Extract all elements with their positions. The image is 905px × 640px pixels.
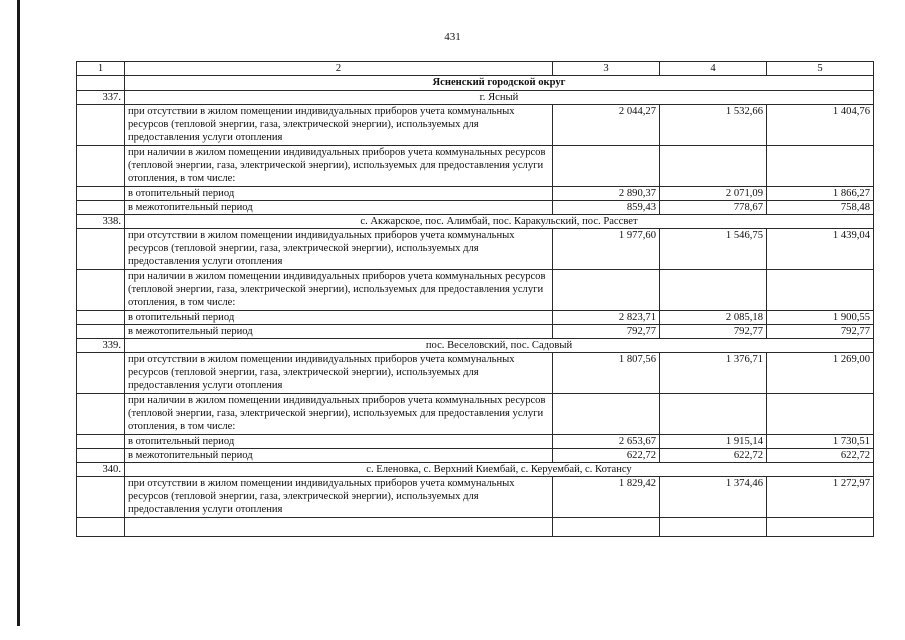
- tariff-value: 1 376,71: [660, 353, 767, 394]
- empty-cell: [553, 518, 660, 537]
- header-col-3: 3: [553, 62, 660, 76]
- tariff-value: 1 546,75: [660, 229, 767, 270]
- row-without-meters: [77, 229, 874, 270]
- row-with-meters: [77, 146, 874, 187]
- row-label: в межотопительный период: [125, 325, 553, 339]
- row-label: при отсутствии в жилом помещении индивидуальных приборов учета коммунальных ресурсов (тепловой энергии, газа, электрической энергии), используемых для предоставления услуги отопления: [125, 229, 553, 270]
- region-row: [77, 76, 874, 91]
- section-number: 340.: [77, 463, 125, 477]
- empty-cell: [660, 146, 767, 187]
- row-label: в отопительный период: [125, 311, 553, 325]
- tariff-value: 1 900,55: [767, 311, 874, 325]
- header-col-5: 5: [767, 62, 874, 76]
- empty-cell: [77, 353, 125, 394]
- tariff-value: 622,72: [553, 449, 660, 463]
- row-label: в межотопительный период: [125, 449, 553, 463]
- empty-cell: [553, 270, 660, 311]
- empty-cell: [767, 394, 874, 435]
- tariff-value: 1 866,27: [767, 187, 874, 201]
- tariff-value: 2 890,37: [553, 187, 660, 201]
- tariff-value: 2 085,18: [660, 311, 767, 325]
- tariff-value: 2 044,27: [553, 105, 660, 146]
- empty-cell: [553, 394, 660, 435]
- empty-cell: [767, 146, 874, 187]
- row-blank: [77, 518, 874, 537]
- tariff-value: 792,77: [767, 325, 874, 339]
- row-heating-period: [77, 311, 874, 325]
- tariff-value: 2 823,71: [553, 311, 660, 325]
- header-row: [77, 62, 874, 76]
- empty-cell: [77, 518, 125, 537]
- tariff-value: 859,43: [553, 201, 660, 215]
- row-label: в отопительный период: [125, 187, 553, 201]
- empty-cell: [77, 394, 125, 435]
- section-header-row: [77, 91, 874, 105]
- settlement-name: с. Еленовка, с. Верхний Киембай, с. Керуембай, с. Котансу: [125, 463, 874, 477]
- tariff-value: 1 532,66: [660, 105, 767, 146]
- settlement-name: г. Ясный: [125, 91, 874, 105]
- section-header-row: [77, 463, 874, 477]
- empty-cell: [77, 187, 125, 201]
- section-number: 338.: [77, 215, 125, 229]
- row-with-meters: [77, 394, 874, 435]
- empty-cell: [77, 105, 125, 146]
- empty-cell: [77, 201, 125, 215]
- tariff-value: 792,77: [553, 325, 660, 339]
- empty-cell: [77, 449, 125, 463]
- empty-cell: [77, 325, 125, 339]
- empty-cell: [77, 435, 125, 449]
- tariff-value: 622,72: [660, 449, 767, 463]
- row-label: в отопительный период: [125, 435, 553, 449]
- settlement-name: пос. Веселовский, пос. Садовый: [125, 339, 874, 353]
- empty-cell: [660, 270, 767, 311]
- row-without-meters: [77, 105, 874, 146]
- row-without-meters: [77, 477, 874, 518]
- tariff-value: 758,48: [767, 201, 874, 215]
- row-heating-period: [77, 187, 874, 201]
- scan-edge-bar: [17, 0, 20, 626]
- tariff-value: 2 071,09: [660, 187, 767, 201]
- tariff-value: 1 829,42: [553, 477, 660, 518]
- empty-cell: [660, 518, 767, 537]
- row-label: при наличии в жилом помещении индивидуальных приборов учета коммунальных ресурсов (тепловой энергии, газа, электрической энергии), используемых для предоставления услуги отопления, в том числе:: [125, 394, 553, 435]
- region-title: Ясненский городской округ: [125, 76, 874, 91]
- tariff-value: 1 730,51: [767, 435, 874, 449]
- empty-cell: [125, 518, 553, 537]
- row-label: в межотопительный период: [125, 201, 553, 215]
- section-header-row: [77, 339, 874, 353]
- header-col-4: 4: [660, 62, 767, 76]
- row-heating-period: [77, 435, 874, 449]
- empty-cell: [77, 311, 125, 325]
- tariff-value: 1 404,76: [767, 105, 874, 146]
- empty-cell: [77, 229, 125, 270]
- section-number: 337.: [77, 91, 125, 105]
- row-without-meters: [77, 353, 874, 394]
- empty-cell: [77, 146, 125, 187]
- empty-cell: [77, 270, 125, 311]
- header-col-2: 2: [125, 62, 553, 76]
- empty-cell: [767, 270, 874, 311]
- row-label: при отсутствии в жилом помещении индивидуальных приборов учета коммунальных ресурсов (тепловой энергии, газа, электрической энергии), используемых для предоставления услуги отопления: [125, 105, 553, 146]
- tariff-value: 792,77: [660, 325, 767, 339]
- section-number: 339.: [77, 339, 125, 353]
- tariff-value: 1 915,14: [660, 435, 767, 449]
- row-off-heating-period: [77, 325, 874, 339]
- row-off-heating-period: [77, 201, 874, 215]
- settlement-name: с. Акжарское, пос. Алимбай, пос. Каракульский, пос. Рассвет: [125, 215, 874, 229]
- tariff-value: 1 807,56: [553, 353, 660, 394]
- tariff-value: 1 374,46: [660, 477, 767, 518]
- tariff-value: 1 269,00: [767, 353, 874, 394]
- empty-cell: [767, 518, 874, 537]
- row-off-heating-period: [77, 449, 874, 463]
- empty-cell: [660, 394, 767, 435]
- row-label: при наличии в жилом помещении индивидуальных приборов учета коммунальных ресурсов (тепловой энергии, газа, электрической энергии), используемых для предоставления услуги отопления, в том числе:: [125, 270, 553, 311]
- tariff-value: 778,67: [660, 201, 767, 215]
- tariff-value: 1 272,97: [767, 477, 874, 518]
- tariff-value: 1 977,60: [553, 229, 660, 270]
- tariff-table: [76, 61, 874, 537]
- row-label: при наличии в жилом помещении индивидуальных приборов учета коммунальных ресурсов (тепловой энергии, газа, электрической энергии), используемых для предоставления услуги отопления, в том числе:: [125, 146, 553, 187]
- row-label: при отсутствии в жилом помещении индивидуальных приборов учета коммунальных ресурсов (тепловой энергии, газа, электрической энергии), используемых для предоставления услуги отопления: [125, 353, 553, 394]
- tariff-value: 1 439,04: [767, 229, 874, 270]
- row-with-meters: [77, 270, 874, 311]
- empty-cell: [553, 146, 660, 187]
- tariff-value: 622,72: [767, 449, 874, 463]
- row-label: при отсутствии в жилом помещении индивидуальных приборов учета коммунальных ресурсов (тепловой энергии, газа, электрической энергии), используемых для предоставления услуги отопления: [125, 477, 553, 518]
- header-col-1: 1: [77, 62, 125, 76]
- empty-cell: [77, 477, 125, 518]
- tariff-value: 2 653,67: [553, 435, 660, 449]
- page-number: 431: [444, 31, 461, 43]
- section-header-row: [77, 215, 874, 229]
